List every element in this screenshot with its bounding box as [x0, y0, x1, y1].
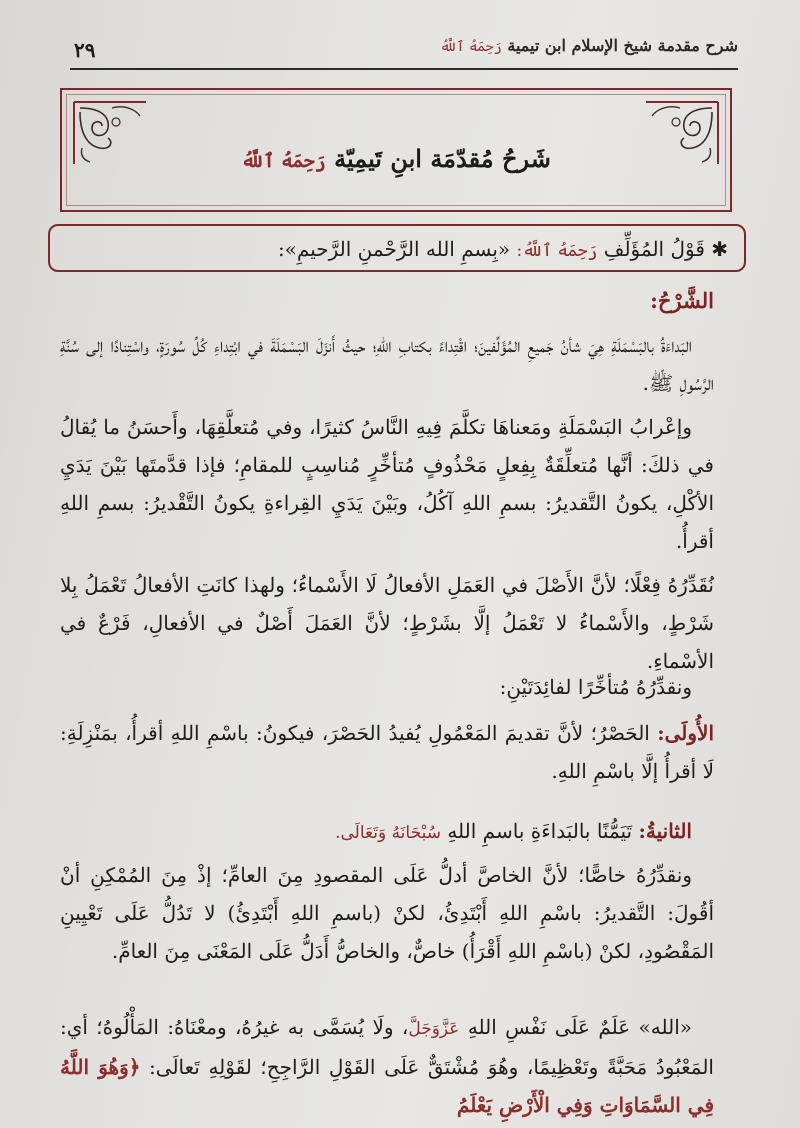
quran-verse: ﴿وَهُوَ اللَّهُ فِي السَّمَاوَاتِ وَفِي الْأَرْضِ يَعْلَمُ: [60, 1055, 714, 1117]
chapter-title-frame: [60, 88, 732, 212]
author-quote-box: [48, 224, 746, 272]
chapter-title: [62, 144, 730, 173]
chapter-title-honorific: رَحِمَهُ ٱللَّهُ: [241, 150, 326, 172]
paragraph-2: وإعْرابُ البَسْمَلَةِ ومَعناهَا تكلَّمَ فِيهِ النَّاسُ كثيرًا، وفي مُتعلَّقِهَا، وأَحسَنُ ما يُقالُ في ذلكَ: أنَّها مُتعلِّقَةٌ بِفِعلٍ مَحْذُوفٍ مُتأخِّرٍ مُناسِبٍ للمقامِ؛ فإذا قدَّمتَها بَيْنَ يَدَيِ الأكْلِ، يكونُ التَّقديرُ: بسمِ اللهِ آكُلُ، وبَيْنَ يَدَيِ القِراءةِ يكونُ التَّقْديرُ: بسمِ اللهِ أقرأُ.: [60, 415, 714, 553]
running-header: [70, 34, 738, 70]
running-title: [440, 36, 738, 55]
quote-honorific: رَحِمَهُ ٱللَّهُ:: [516, 241, 598, 261]
running-title-honorific: رَحِمَهُ ٱللَّهُ: [439, 39, 502, 55]
paragraph-5: [60, 714, 714, 790]
paragraph-1: البَداءَةُ بالبَسْمَلَةِ هِيَ شأنُ جَميعِ المُؤَلِّفينَ؛ اقْتِداءً بكتابِ اللهِ؛ حيثُ أَنزَلَ البَسْمَلَةَ في ابْتِداءِ كُلِّ سُورَةٍ، واسْتِنادًا إلى سُنَّةِ الرَّسُولِ ﷺ.: [60, 333, 714, 395]
paragraph-6-text: تَيَمُّنًا بالبَداءَةِ باسمِ اللهِ: [447, 819, 633, 843]
chapter-title-text: شَرحُ مُقدّمَة ابنِ تَيمِيّة: [334, 144, 551, 173]
paragraph-8-text: «الله» عَلَمٌ عَلَى نَفْسِ اللهِ: [467, 1015, 693, 1039]
paragraph-8-honorific: عَزَّوَجَلَّ: [408, 1019, 460, 1039]
paragraph-6-honorific: سُبْحَانَهُ وَتَعَالَى.: [335, 823, 441, 843]
paragraph-8-rest: ، ولَا يُسَمَّى به غيرُهُ، ومعْنَاهُ: المَأْلُوهُ؛ أي: المَعْبُودُ مَحَبَّةً وتَعْظِيمًا، وهُوَ مُشْتَقٌّ عَلَى القَوْلِ الرَّاجِحِ؛ لقَوْلِهِ تَعالَى:: [60, 1015, 714, 1079]
point-label-first: الأُولَى:: [657, 721, 715, 745]
point-label-second: الثانيةُ:: [638, 819, 692, 843]
page-number: ٢٩: [74, 38, 96, 62]
paragraph-3: نُقَدِّرُهُ فِعْلًا؛ لأنَّ الأَصْلَ في العَمَلِ الأفعالُ لَا الأَسْماءُ؛ ولهذا كانَتِ الأفعالُ تَعْمَلُ بِلا شَرْطٍ، والأَسْماءُ لا تَعْمَلُ إلَّا بشَرْطٍ؛ لأنَّ العَمَلَ أَصْلٌ في الأفعالِ، فَرْعٌ في الأسْماءِ.: [60, 573, 714, 673]
running-title-text: شرح مقدمة شيخ الإسلام ابن تيمية: [507, 36, 738, 55]
paragraph-8: [60, 1008, 714, 1124]
paragraph-4: ونقدِّرُهُ مُتأخِّرًا لفائِدَتَيْنِ:: [499, 675, 692, 699]
paragraph-5-text: الحَصْرُ؛ لأنَّ تقديمَ المَعْمُولِ يُفيدُ الحَصْرَ، فيكونُ: باسْمِ اللهِ أقرأُ، بمَنْزِلَةِ: لَا أقرأُ إلَّا باسْمِ اللهِ.: [60, 721, 714, 783]
sharh-heading: الشَّرْحُ:: [650, 288, 714, 313]
quote-text: «بِسمِ الله الرَّحْمنِ الرَّحيمِ»:: [277, 237, 511, 261]
quote-prefix: ✱ قَوْلُ المُؤَلِّفِ: [603, 237, 728, 261]
paragraph-6: [60, 812, 714, 852]
paragraph-7: ونقدِّرُهُ خاصًّا؛ لأنَّ الخاصَّ أدلُّ عَلَى المقصودِ مِنَ العامِّ؛ إذْ مِنَ المُمْكِنِ أنْ أقُولَ: التَّقديرُ: باسْمِ اللهِ أَبْتَدِئُ، لكنْ (باسمِ اللهِ أَبْتَدِئُ) لا تَدُلُّ عَلَى تَعْيِينِ المَقْصُودِ، لكنْ (باسْمِ اللهِ أَقْرَأُ) خاصٌّ، والخاصُّ أَدَلُّ عَلَى المَعْنَى مِنَ العامِّ.: [60, 863, 714, 963]
